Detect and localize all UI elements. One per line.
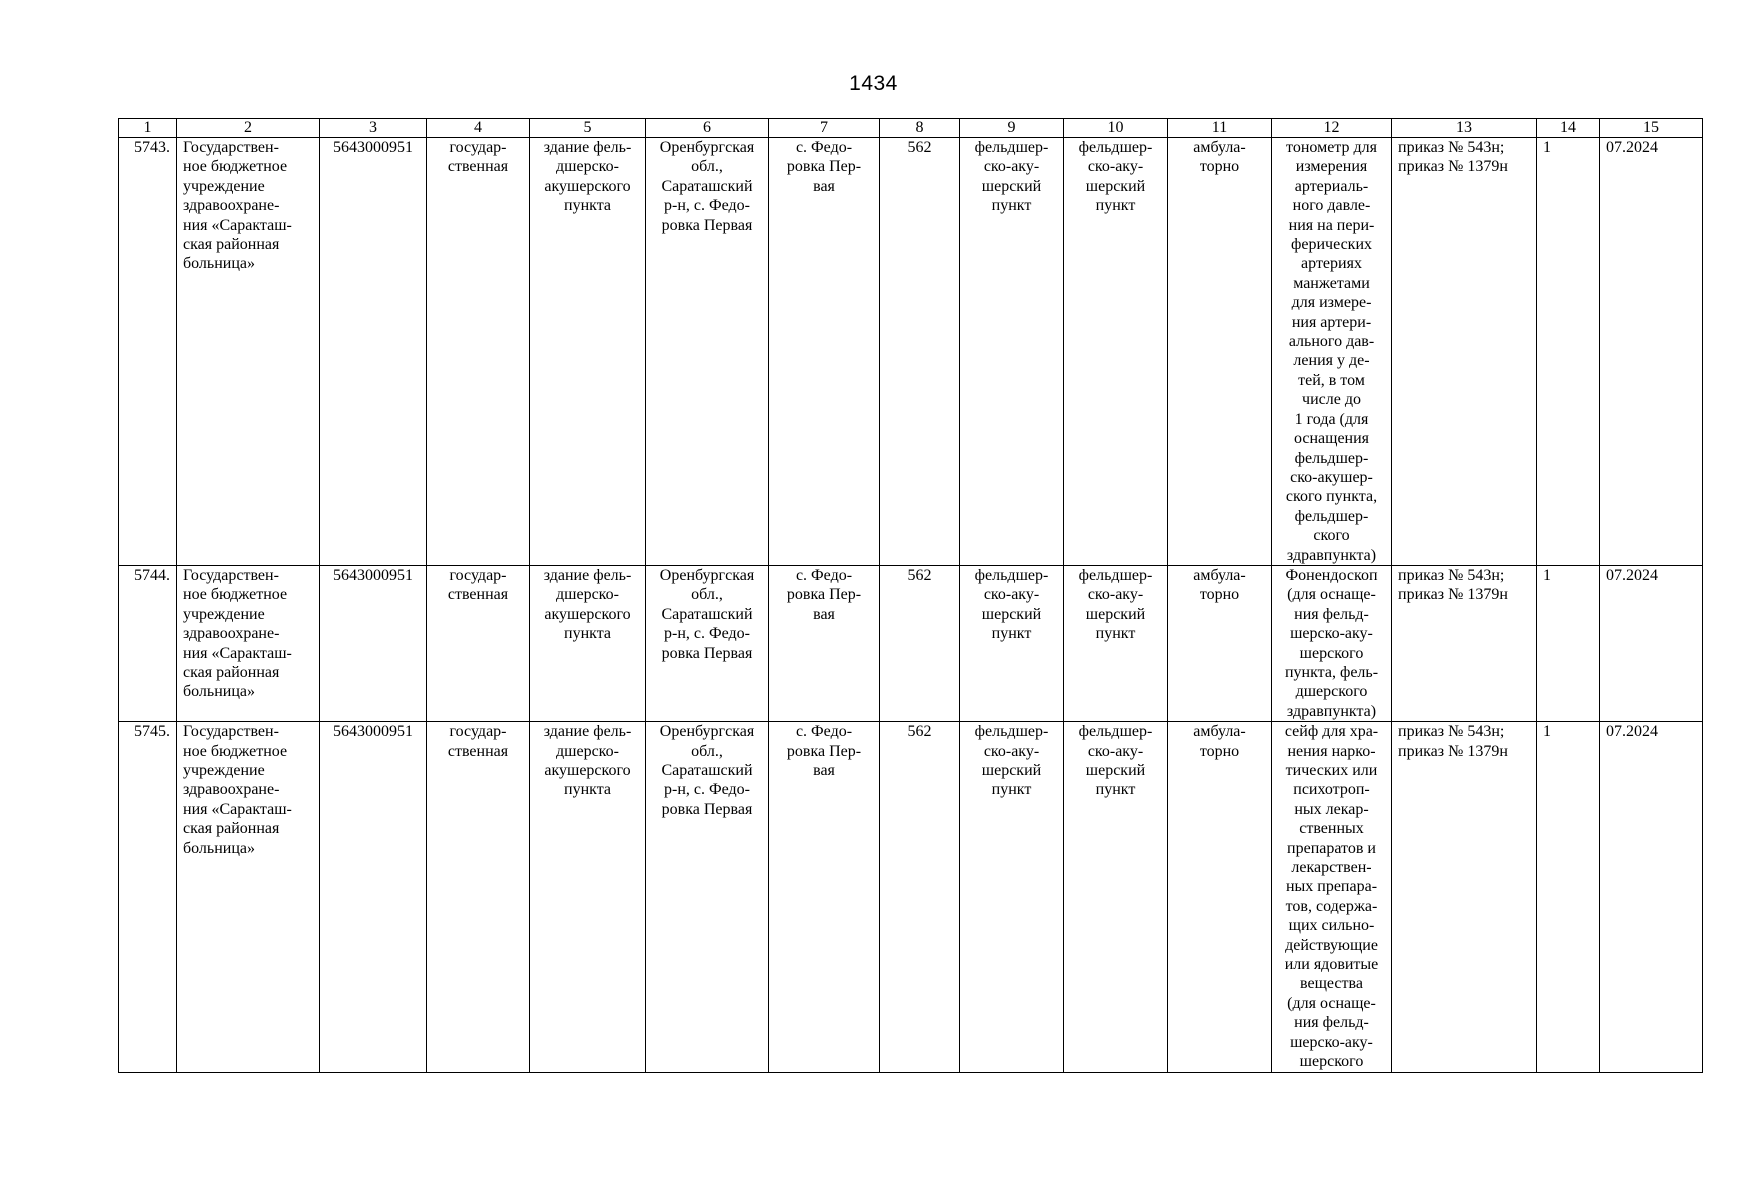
column-header: 11: [1168, 119, 1272, 138]
column-header: 5: [530, 119, 646, 138]
ownership-form: государ- ственная: [427, 138, 530, 566]
column-header: 6: [646, 119, 769, 138]
inn: 5643000951: [320, 138, 427, 566]
code: 562: [880, 138, 960, 566]
quantity: 1: [1537, 722, 1600, 1072]
care-form: амбула- торно: [1168, 565, 1272, 721]
institution-name: Государствен- ное бюджетное учреждение здравоохране- ния «Саракташ- ская районная больница»: [177, 722, 320, 1072]
order: приказ № 543н; приказ № 1379н: [1392, 565, 1537, 721]
equipment: тонометр для измерения артериаль- ного давле- ния на пери- ферических артериях манжетами для измере- ния артери- ального дав- ления у де- тей, в том числе до 1 года (для оснащения фельдшер- ско-акушер- ского пункта, фельдшер- ского здравпункта): [1272, 138, 1392, 566]
registry-table: [118, 118, 1703, 1073]
equipment: Фонендоскоп (для оснаще- ния фельд- шерско-аку- шерского пункта, фель- дшерского здравпункта): [1272, 565, 1392, 721]
care-form: амбула- торно: [1168, 722, 1272, 1072]
table-row: [119, 138, 1703, 566]
column-header: 13: [1392, 119, 1537, 138]
institution-name: Государствен- ное бюджетное учреждение здравоохране- ния «Саракташ- ская районная больница»: [177, 565, 320, 721]
locality: с. Федо- ровка Пер- вая: [769, 722, 880, 1072]
row-number: 5745.: [119, 722, 177, 1072]
column-header: 14: [1537, 119, 1600, 138]
date: 07.2024: [1600, 565, 1703, 721]
address: Оренбургская обл., Сараташский р-н, с. Федо- ровка Первая: [646, 138, 769, 566]
order: приказ № 543н; приказ № 1379н: [1392, 138, 1537, 566]
institution-name: Государствен- ное бюджетное учреждение здравоохране- ния «Саракташ- ская районная больница»: [177, 138, 320, 566]
code: 562: [880, 565, 960, 721]
inn: 5643000951: [320, 565, 427, 721]
column-header: 1: [119, 119, 177, 138]
equipment: сейф для хра- нения нарко- тических или психотроп- ных лекар- ственных препаратов и лекарствен- ных препара- тов, содержа- щих сильно- действующие или ядовитые вещества (для оснаще- ния фельд- шерско-аку- шерского: [1272, 722, 1392, 1072]
locality: с. Федо- ровка Пер- вая: [769, 138, 880, 566]
column-header: 4: [427, 119, 530, 138]
building: здание фель- дшерско- акушерского пункта: [530, 565, 646, 721]
order: приказ № 543н; приказ № 1379н: [1392, 722, 1537, 1072]
row-number: 5743.: [119, 138, 177, 566]
quantity: 1: [1537, 138, 1600, 566]
column-header: 15: [1600, 119, 1703, 138]
date: 07.2024: [1600, 138, 1703, 566]
date: 07.2024: [1600, 722, 1703, 1072]
ownership-form: государ- ственная: [427, 722, 530, 1072]
address: Оренбургская обл., Сараташский р-н, с. Федо- ровка Первая: [646, 722, 769, 1072]
column-number-row: [119, 119, 1703, 138]
column-header: 12: [1272, 119, 1392, 138]
inn: 5643000951: [320, 722, 427, 1072]
column-header: 10: [1064, 119, 1168, 138]
locality: с. Федо- ровка Пер- вая: [769, 565, 880, 721]
ownership-form: государ- ственная: [427, 565, 530, 721]
care-form: амбула- торно: [1168, 138, 1272, 566]
row-number: 5744.: [119, 565, 177, 721]
code: 562: [880, 722, 960, 1072]
unit-type: фельдшер- ско-аку- шерский пункт: [960, 565, 1064, 721]
building: здание фель- дшерско- акушерского пункта: [530, 722, 646, 1072]
page-number: 1434: [849, 72, 898, 95]
unit-type: фельдшер- ско-аку- шерский пункт: [960, 722, 1064, 1072]
column-header: 3: [320, 119, 427, 138]
quantity: 1: [1537, 565, 1600, 721]
building: здание фель- дшерско- акушерского пункта: [530, 138, 646, 566]
unit-name: фельдшер- ско-аку- шерский пункт: [1064, 722, 1168, 1072]
column-header: 7: [769, 119, 880, 138]
unit-name: фельдшер- ско-аку- шерский пункт: [1064, 565, 1168, 721]
address: Оренбургская обл., Сараташский р-н, с. Федо- ровка Первая: [646, 565, 769, 721]
unit-type: фельдшер- ско-аку- шерский пункт: [960, 138, 1064, 566]
column-header: 8: [880, 119, 960, 138]
column-header: 9: [960, 119, 1064, 138]
column-header: 2: [177, 119, 320, 138]
table-row: [119, 565, 1703, 721]
table-row: [119, 722, 1703, 1072]
unit-name: фельдшер- ско-аку- шерский пункт: [1064, 138, 1168, 566]
